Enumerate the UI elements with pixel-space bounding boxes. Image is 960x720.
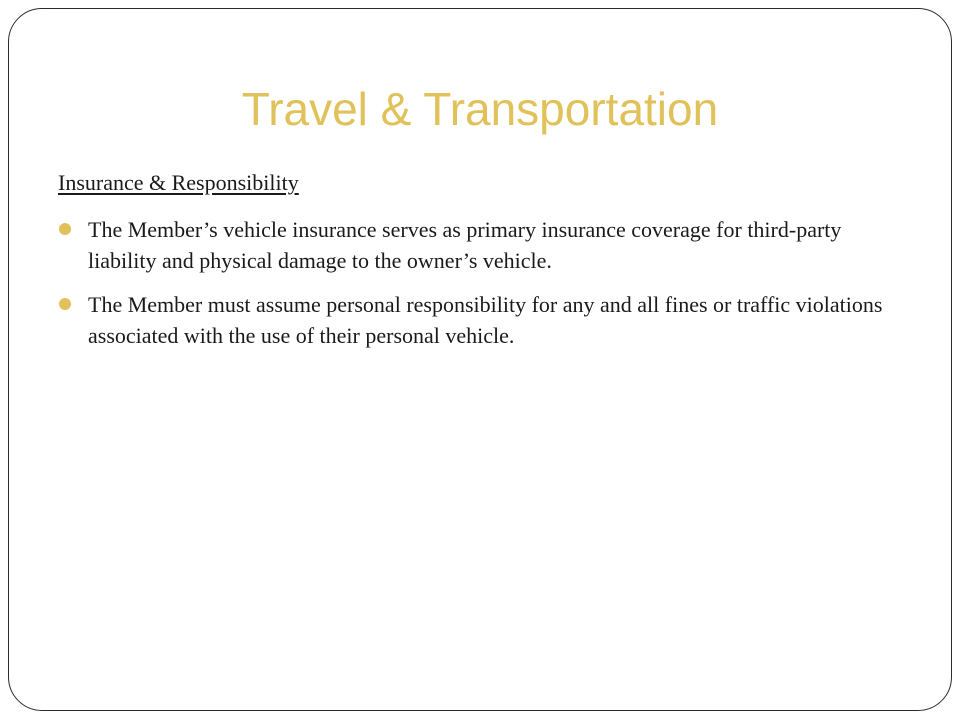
slide-title: Travel & Transportation — [241, 83, 719, 135]
bullet-item — [58, 214, 908, 276]
bullet-text: The Member must assume personal responsibility for any and all fines or traffic violations associated with the use of their personal vehicle. — [88, 292, 883, 348]
bullet-item — [58, 289, 908, 351]
bullet-dot-icon — [59, 223, 71, 235]
bullet-text: The Member’s vehicle insurance serves as primary insurance coverage for third-party liability and physical damage to the owner’s vehicle. — [88, 217, 842, 273]
bullet-list — [58, 214, 908, 364]
section-subheading: Insurance & Responsibility — [58, 170, 299, 195]
bullet-dot-icon — [59, 298, 71, 310]
